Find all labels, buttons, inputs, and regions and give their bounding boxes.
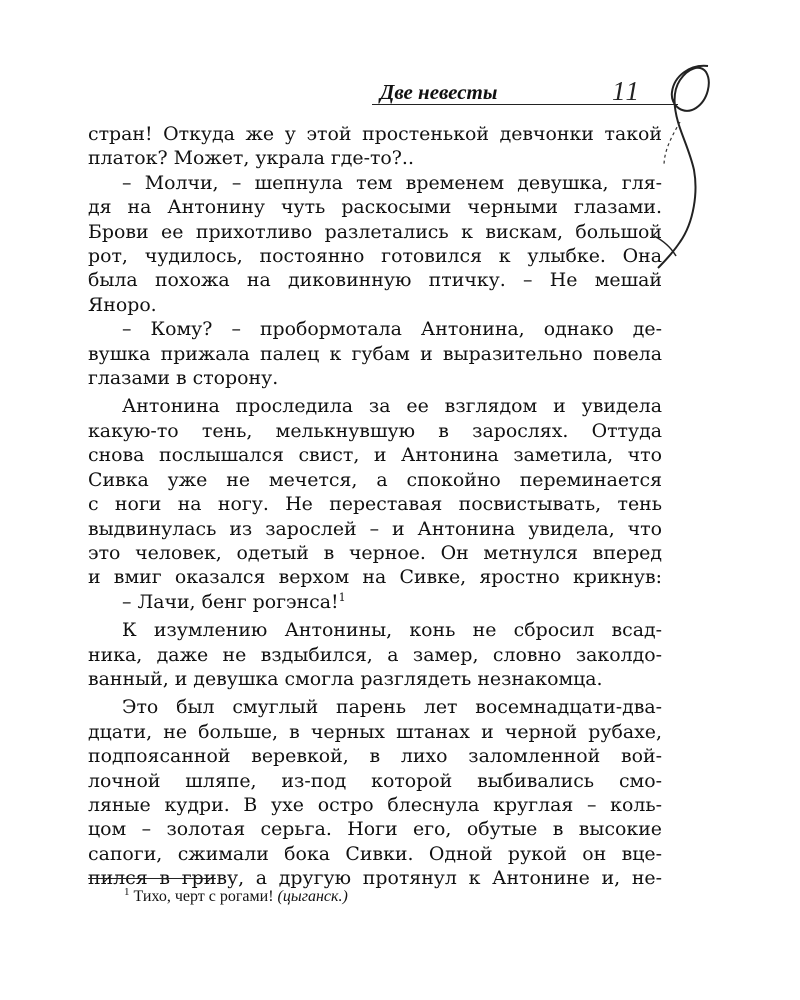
decorative-flourish-icon	[650, 62, 730, 282]
text-line: платок? Может, украла где-то?..	[88, 147, 414, 170]
text-line: ванный, и девушка смогла разглядеть незнакомца.	[88, 667, 603, 690]
text-line: и вмиг оказался верхом на Сивке, яростно крикнув:	[88, 566, 662, 589]
text-line: пился в гриву, а другую протянул к Антонине и, не-	[88, 867, 662, 890]
text-line: вушка прижала палец к губам и выразительно повела	[88, 342, 662, 365]
text-line: – Молчи, – шепнула тем временем девушка, гля-	[122, 171, 662, 194]
text-line: Брови ее прихотливо разлетались к вискам, большой	[88, 220, 662, 243]
text-line: дя на Антонину чуть раскосыми черными глазами.	[88, 196, 662, 219]
text-line: сапоги, сжимали бока Сивки. Одной рукой он вце-	[88, 842, 662, 865]
text-line: глазами в сторону.	[88, 367, 279, 390]
text-line: Яноро.	[88, 293, 157, 316]
footnote-reference: 1	[338, 590, 346, 604]
text-line: рот, чудилось, постоянно готовился к улыбке. Она	[88, 245, 662, 268]
text-line: лочной шляпе, из-под которой выбивались смо-	[88, 769, 662, 792]
footnote	[124, 886, 348, 906]
text-line: Это был смуглый парень лет восемнадцати-два-	[122, 696, 662, 719]
text-line: подпоясанной веревкой, в лихо заломленной вой-	[88, 745, 662, 768]
running-header-title: Две невесты	[380, 80, 498, 104]
body-text	[88, 122, 662, 891]
text-line: цом – золотая серьга. Ноги его, обутые в высокие	[88, 818, 662, 841]
text-line: – Кому? – пробормотала Антонина, однако де-	[122, 318, 662, 341]
text-line: с ноги на ногу. Не переставая посвистывать, тень	[88, 493, 662, 516]
text-line: какую-то тень, мелькнувшую в зарослях. Оттуда	[88, 419, 662, 442]
text-line: стран! Откуда же у этой простенькой девчонки такой	[88, 123, 662, 145]
footnote-language-note: (цыганск.)	[277, 888, 348, 905]
footnote-mark: 1	[124, 886, 130, 898]
text-line: выдвинулась из зарослей – и Антонина увидела, что	[88, 517, 662, 540]
dialogue-line: – Лачи, бенг рогэнса!	[122, 590, 339, 613]
text-line: дцати, не больше, в черных штанах и черной рубахе,	[88, 720, 662, 743]
text-line: была похожа на диковинную птичку. – Не мешай	[88, 269, 662, 292]
text-line: Сивка уже не мечется, а спокойно переминается	[88, 468, 662, 491]
footnote-rule	[88, 878, 216, 879]
footnote-text: Тихо, черт с рогами!	[133, 888, 274, 905]
text-line: это человек, одетый в черное. Он метнулся вперед	[88, 541, 662, 564]
text-line: снова послышался свист, и Антонина заметила, что	[88, 444, 662, 467]
text-line: К изумлению Антонины, конь не сбросил всад-	[122, 619, 662, 642]
text-line	[88, 590, 662, 614]
page-number: 11	[612, 76, 641, 106]
text-line: ника, даже не вздыбился, а замер, словно заколдо-	[88, 643, 662, 666]
text-line: Антонина проследила за ее взглядом и увидела	[122, 395, 662, 418]
text-line: ляные кудри. В ухе остро блеснула круглая – коль-	[88, 793, 662, 816]
